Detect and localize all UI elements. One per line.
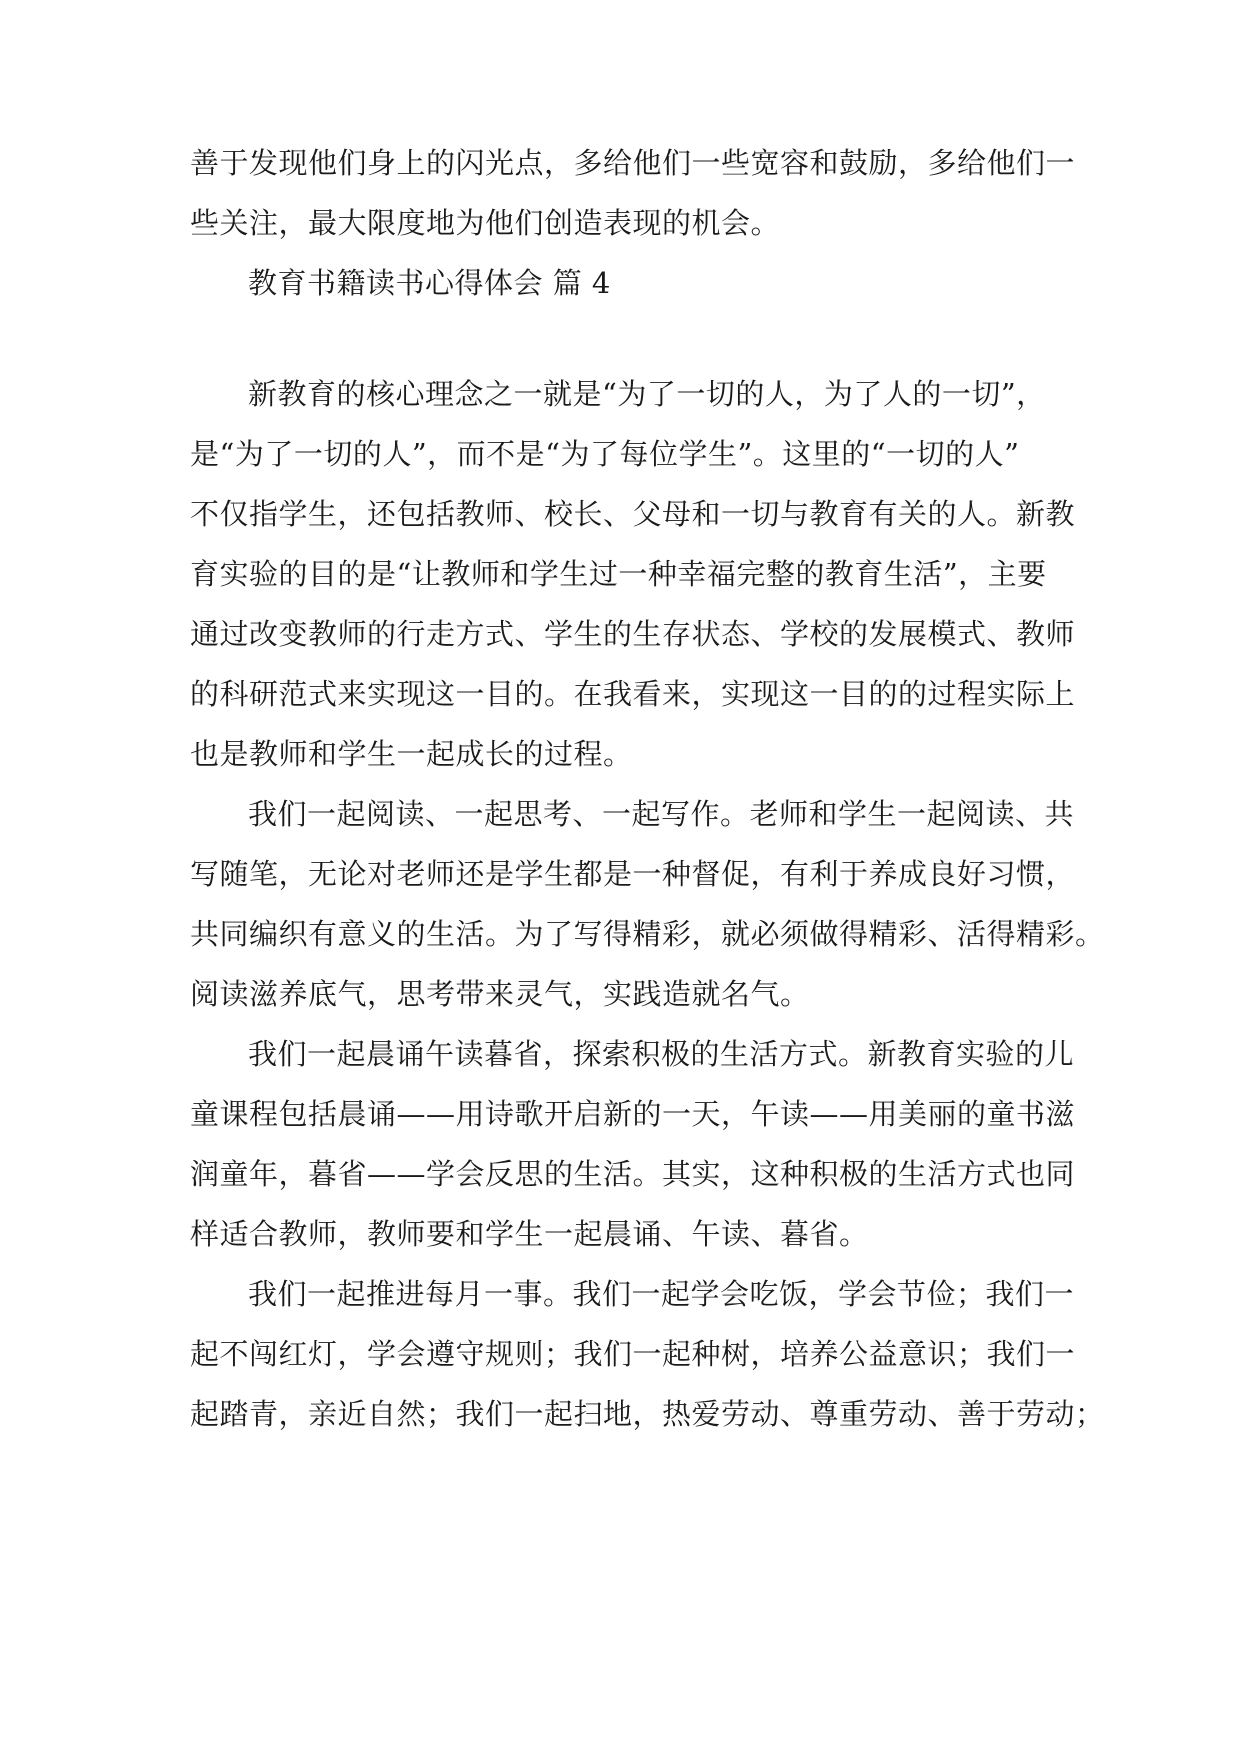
paragraph-line: 些关注，最大限度地为他们创造表现的机会。 — [190, 206, 781, 240]
paragraph-line: 也是教师和学生一起成长的过程。 — [190, 737, 633, 771]
paragraph-line: 我们一起推进每月一事。我们一起学会吃饭，学会节俭；我们一 — [248, 1277, 1075, 1311]
section-heading: 教育书籍读书心得体会 篇 4 — [248, 266, 611, 300]
paragraph-line: 童课程包括晨诵——用诗歌开启新的一天，午读——用美丽的童书滋 — [190, 1097, 1076, 1131]
paragraph-line: 新教育的核心理念之一就是“为了一切的人，为了人的一切”， — [248, 377, 1046, 411]
paragraph-line: 的科研范式来实现这一目的。在我看来，实现这一目的的过程实际上 — [190, 677, 1076, 711]
paragraph-line: 共同编织有意义的生活。为了写得精彩，就必须做得精彩、活得精彩。 — [190, 917, 1105, 951]
paragraph-line: 育实验的目的是“让教师和学生过一种幸福完整的教育生活”，主要 — [190, 557, 1047, 591]
paragraph-line: 是“为了一切的人”，而不是“为了每位学生”。这里的“一切的人” — [190, 437, 1020, 471]
paragraph-line: 善于发现他们身上的闪光点，多给他们一些宽容和鼓励，多给他们一 — [190, 146, 1076, 180]
paragraph-line: 写随笔，无论对老师还是学生都是一种督促，有利于养成良好习惯， — [190, 857, 1076, 891]
paragraph-line: 我们一起阅读、一起思考、一起写作。老师和学生一起阅读、共 — [248, 797, 1075, 831]
paragraph-line: 通过改变教师的行走方式、学生的生存状态、学校的发展模式、教师 — [190, 617, 1076, 651]
paragraph-line: 我们一起晨诵午读暮省，探索积极的生活方式。新教育实验的儿 — [248, 1037, 1075, 1071]
paragraph-line: 起踏青，亲近自然；我们一起扫地，热爱劳动、尊重劳动、善于劳动； — [190, 1397, 1105, 1431]
paragraph-line: 样适合教师，教师要和学生一起晨诵、午读、暮省。 — [190, 1217, 869, 1251]
paragraph-line: 润童年，暮省——学会反思的生活。其实，这种积极的生活方式也同 — [190, 1157, 1076, 1191]
paragraph-line: 起不闯红灯，学会遵守规则；我们一起种树，培养公益意识；我们一 — [190, 1337, 1076, 1371]
paragraph-line: 不仅指学生，还包括教师、校长、父母和一切与教育有关的人。新教 — [190, 497, 1076, 531]
paragraph-line: 阅读滋养底气，思考带来灵气，实践造就名气。 — [190, 977, 810, 1011]
